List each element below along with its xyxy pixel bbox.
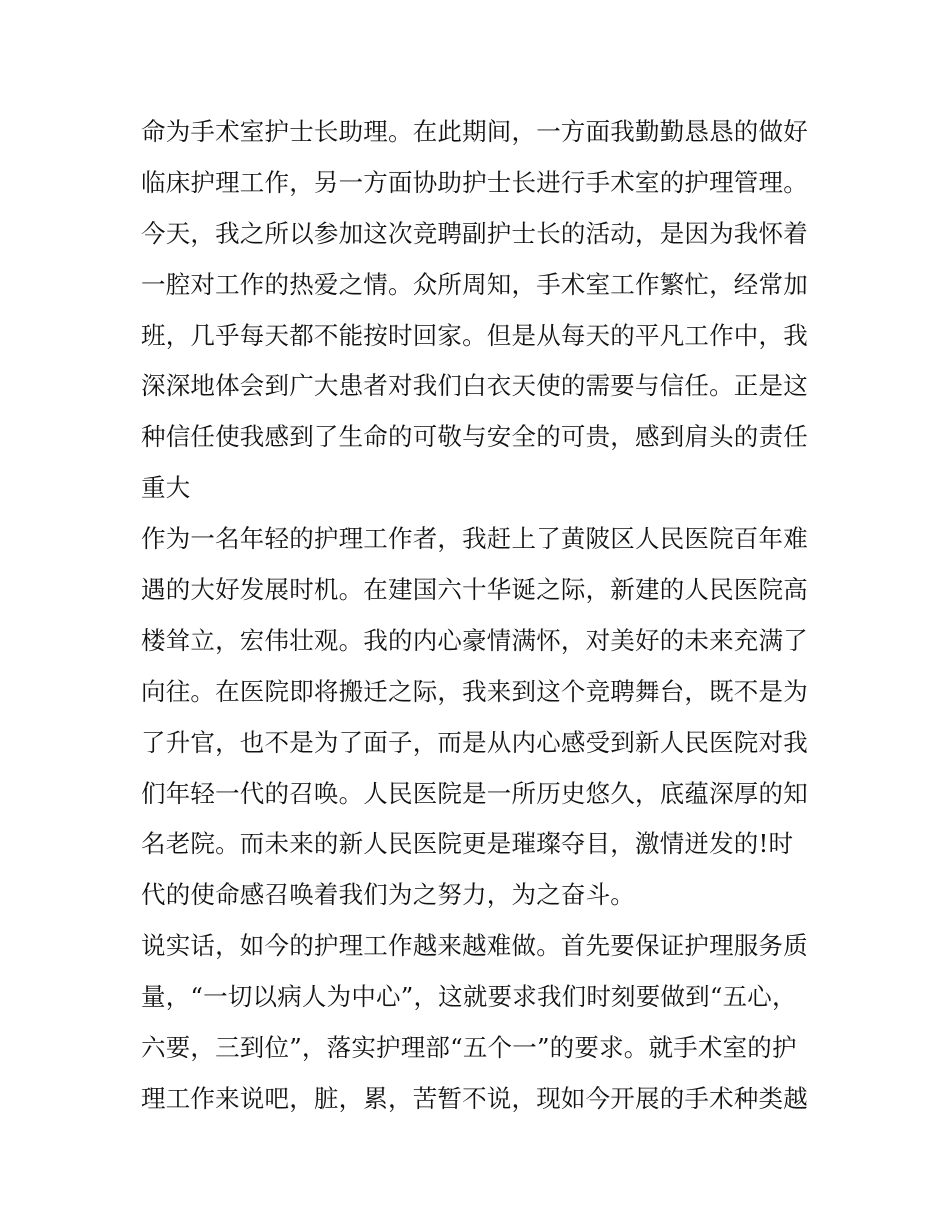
text-line: 班，几乎每天都不能按时回家。但是从每天的平凡工作中，我	[141, 320, 808, 350]
text-line: 理工作来说吧，脏，累，苦暂不说，现如今开展的手术种类越	[141, 1083, 808, 1113]
text-line: 今天，我之所以参加这次竞聘副护士长的活动，是因为我怀着	[141, 218, 808, 248]
text-line: 说实话，如今的护理工作越来越难做。首先要保证护理服务质	[141, 931, 808, 961]
text-line: 深深地体会到广大患者对我们白衣天使的需要与信任。正是这	[141, 371, 808, 401]
text-line: 种信任使我感到了生命的可敬与安全的可贵，感到肩头的责任	[141, 422, 808, 452]
text-line: 量，“一切以病人为中心”，这就要求我们时刻要做到“五心，	[141, 982, 797, 1012]
text-line: 命为手术室护士长助理。在此期间，一方面我勤勤恳恳的做好	[141, 117, 808, 146]
text-line: 一腔对工作的热爱之情。众所周知，手术室工作繁忙，经常加	[141, 269, 808, 299]
text-line: 们年轻一代的召唤。人民医院是一所历史悠久，底蕴深厚的知	[141, 778, 808, 808]
text-line: 向往。在医院即将搬迁之际，我来到这个竞聘舞台，既不是为	[141, 676, 808, 706]
text-line: 遇的大好发展时机。在建国六十华诞之际，新建的人民医院高	[141, 575, 808, 605]
text-line: 重大	[141, 473, 191, 503]
text-line: 六要，三到位”，落实护理部“五个一”的要求。就手术室的护	[141, 1033, 797, 1063]
text-line: 名老院。而未来的新人民医院更是璀璨夺目，激情迸发的!时	[141, 829, 794, 859]
text-line: 楼耸立，宏伟壮观。我的内心豪情满怀，对美好的未来充满了	[141, 625, 808, 655]
text-line: 代的使命感召唤着我们为之努力，为之奋斗。	[141, 880, 635, 910]
text-line: 作为一名年轻的护理工作者，我赶上了黄陂区人民医院百年难	[141, 524, 808, 554]
text-line: 了升官，也不是为了面子，而是从内心感受到新人民医院对我	[141, 727, 808, 757]
text-line: 临床护理工作，另一方面协助护士长进行手术室的护理管理。	[141, 167, 808, 197]
body-text	[141, 107, 821, 1125]
